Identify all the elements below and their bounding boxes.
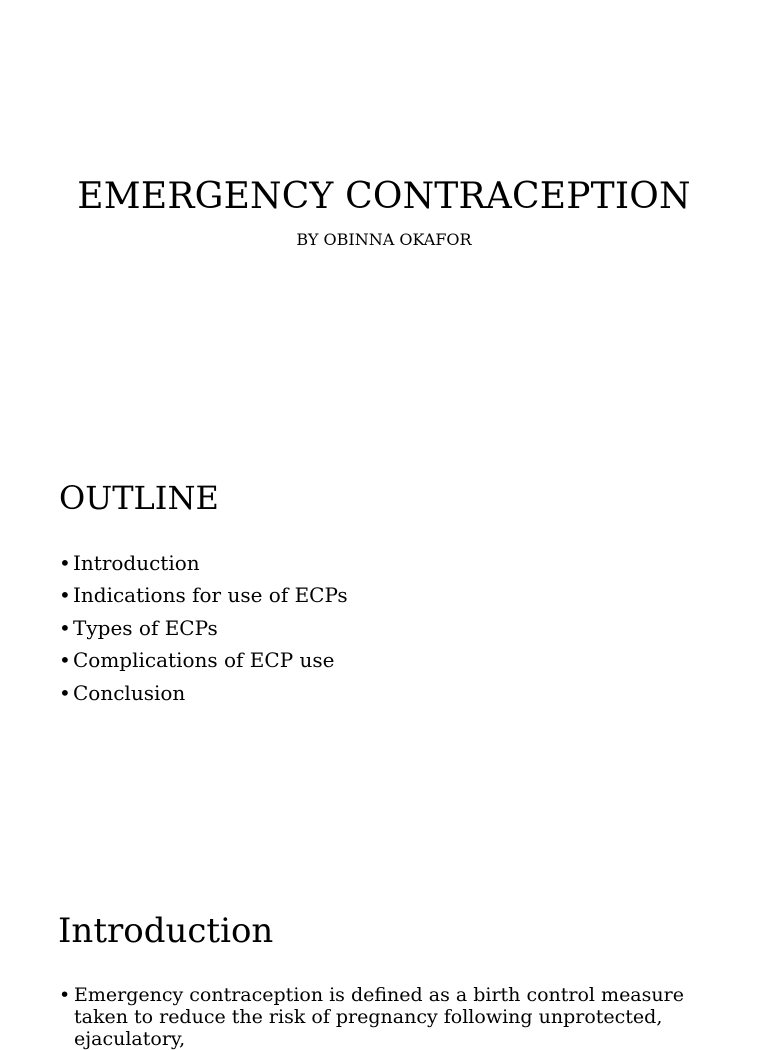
outline-item [59, 645, 348, 677]
bullet-marker: • [59, 583, 71, 608]
outline-item [59, 613, 348, 645]
outline-item-text: Types of ECPs [73, 615, 218, 640]
outline-list [59, 548, 348, 710]
bullet-marker: • [59, 984, 71, 1006]
outline-item-text: Conclusion [73, 680, 186, 705]
outline-item-text: Indications for use of ECPs [73, 583, 348, 608]
introduction-text: Emergency contraception is defined as a birth control measure taken to reduce the risk of pregnancy following unprotected, ejaculatory, [74, 984, 684, 1050]
outline-item-text: Complications of ECP use [73, 648, 335, 673]
introduction-heading: Introduction [58, 911, 274, 951]
outline-item-text: Introduction [73, 551, 200, 575]
outline-item [59, 580, 348, 612]
introduction-paragraph [59, 984, 729, 1050]
bullet-marker: • [59, 680, 71, 705]
author-byline: BY OBINNA OKAFOR [296, 230, 472, 249]
outline-item [59, 548, 348, 580]
bullet-marker: • [59, 551, 71, 575]
bullet-marker: • [59, 615, 71, 640]
presentation-title: EMERGENCY CONTRACEPTION [77, 176, 691, 217]
bullet-marker: • [59, 648, 71, 673]
outline-item [59, 678, 348, 710]
outline-heading: OUTLINE [59, 479, 219, 517]
